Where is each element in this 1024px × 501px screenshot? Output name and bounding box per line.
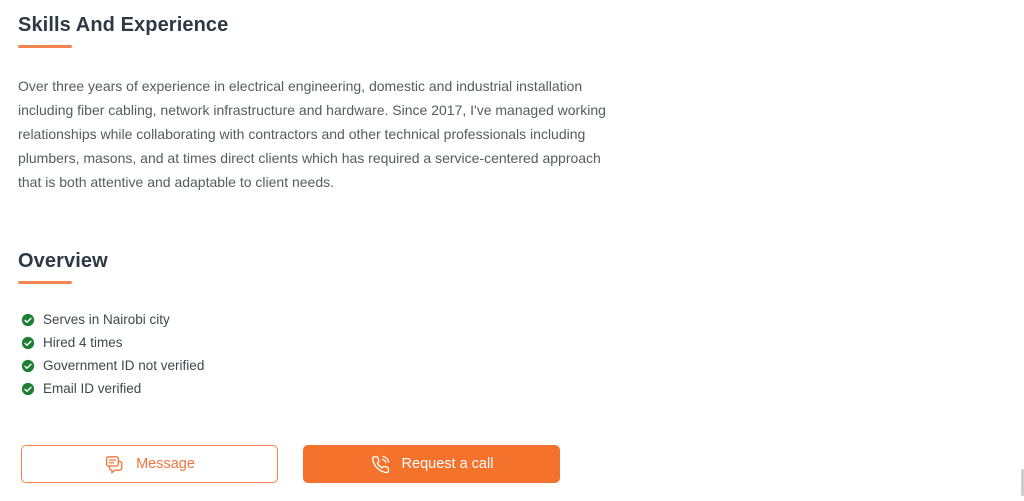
overview-section-title: Overview xyxy=(18,250,108,272)
phone-call-icon xyxy=(370,454,391,475)
list-item xyxy=(21,377,1024,400)
chat-bubbles-icon xyxy=(104,454,125,475)
request-call-button[interactable] xyxy=(303,445,560,483)
list-item xyxy=(21,308,1024,331)
list-item-label: Serves in Nairobi city xyxy=(43,312,170,327)
check-circle-icon xyxy=(21,382,35,396)
action-buttons-row xyxy=(21,445,1024,483)
list-item xyxy=(21,354,1024,377)
check-circle-icon xyxy=(21,336,35,350)
list-item-label: Government ID not verified xyxy=(43,358,205,373)
message-button-label: Message xyxy=(136,456,195,472)
request-call-button-label: Request a call xyxy=(401,456,494,472)
skills-section xyxy=(18,12,1024,194)
overview-title-underline xyxy=(18,281,72,284)
list-item-label: Email ID verified xyxy=(43,381,142,396)
overview-list xyxy=(18,308,1024,400)
skills-paragraph: Over three years of experience in electrical engineering, domestic and industrial installation including fiber cabling, network infrastructure and hardware. Since 2017, I've managed working relationships while collaborating with contractors and other technical professionals including plumbers, masons, and at times direct clients which has required a service-centered approach that is both attentive and adaptable to client needs. xyxy=(18,78,606,190)
overview-section xyxy=(18,248,1024,400)
check-circle-icon xyxy=(21,313,35,327)
skills-section-title: Skills And Experience xyxy=(18,14,229,36)
skills-title-underline xyxy=(18,45,72,48)
list-item-label: Hired 4 times xyxy=(43,335,123,350)
check-circle-icon xyxy=(21,359,35,373)
list-item xyxy=(21,331,1024,354)
message-button[interactable] xyxy=(21,445,278,483)
